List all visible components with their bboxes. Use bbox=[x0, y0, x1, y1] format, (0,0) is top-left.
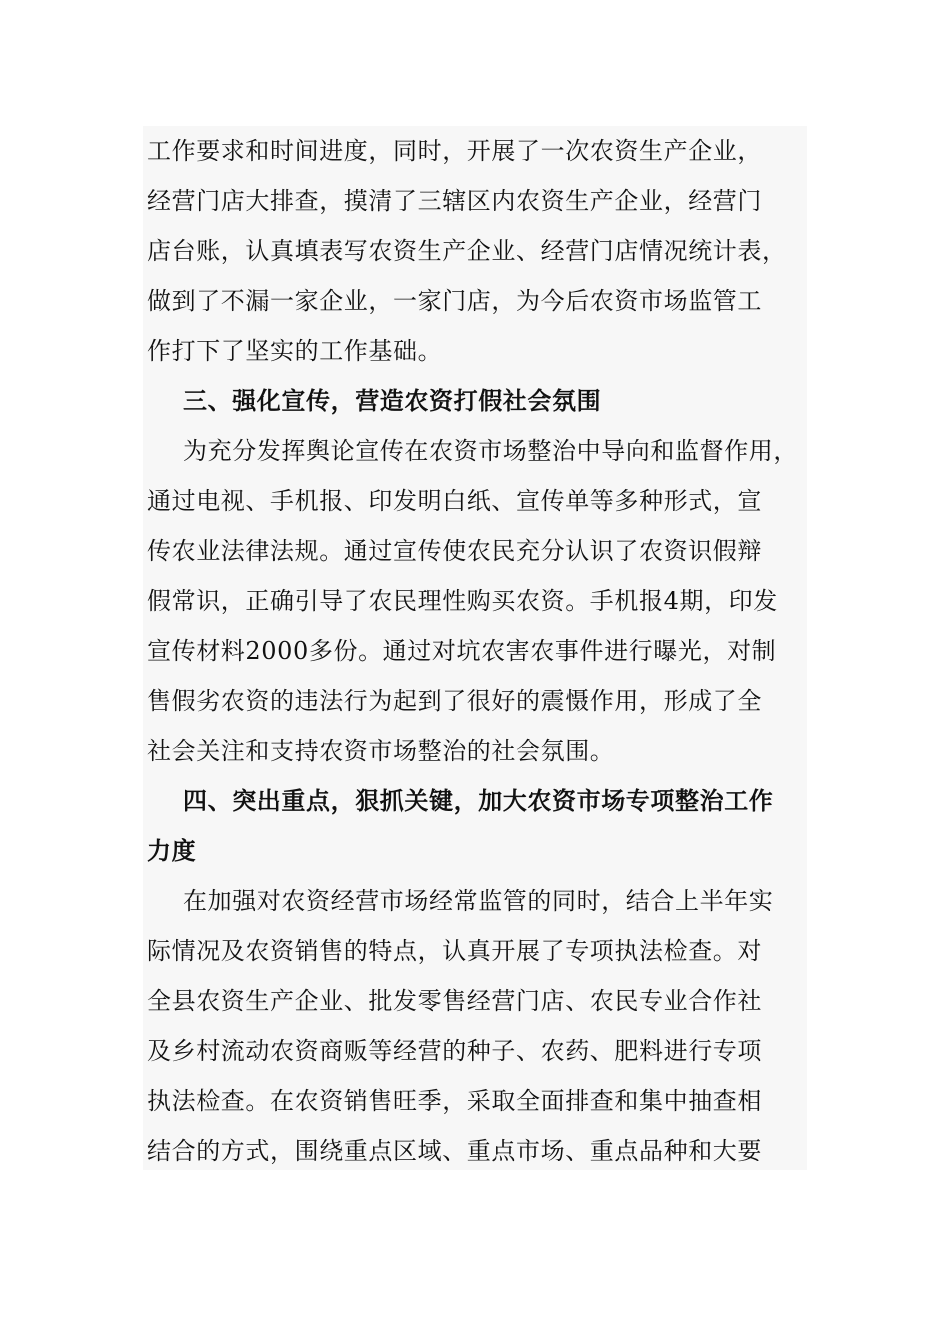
paragraph-line: 执法检查。在农资销售旺季，采取全面排查和集中抽查相 bbox=[147, 1087, 762, 1115]
paragraph-line: 及乡村流动农资商贩等经营的种子、农药、肥料进行专项 bbox=[147, 1037, 762, 1065]
section-heading: 四、突出重点，狠抓关键，加大农资市场专项整治工作 bbox=[183, 786, 774, 815]
paragraph-line: 做到了不漏一家企业，一家门店，为今后农资市场监管工 bbox=[147, 287, 762, 315]
paragraph-line: 店台账，认真填表写农资生产企业、经营门店情况统计表， bbox=[147, 237, 787, 265]
paragraph-line: 作打下了坚实的工作基础。 bbox=[147, 337, 443, 365]
document-text-block bbox=[143, 126, 807, 1170]
paragraph-line: 经营门店大排查，摸清了三辖区内农资生产企业，经营门 bbox=[147, 187, 762, 215]
paragraph-line: 售假劣农资的违法行为起到了很好的震慑作用，形成了全 bbox=[147, 687, 762, 715]
paragraph-line: 传农业法律法规。通过宣传使农民充分认识了农资识假辩 bbox=[147, 537, 762, 565]
paragraph-line: 宣传材料2000多份。通过对坑农害农事件进行曝光，对制 bbox=[147, 637, 777, 665]
section-heading-continued: 力度 bbox=[147, 836, 197, 865]
paragraph-line: 在加强对农资经营市场经常监管的同时，结合上半年实 bbox=[183, 887, 774, 915]
paragraph-line: 全县农资生产企业、批发零售经营门店、农民专业合作社 bbox=[147, 987, 762, 1015]
paragraph-line: 社会关注和支持农资市场整治的社会氛围。 bbox=[147, 737, 615, 765]
paragraph-line: 为充分发挥舆论宣传在农资市场整治中导向和监督作用， bbox=[183, 437, 798, 465]
paragraph-line: 假常识，正确引导了农民理性购买农资。手机报4期，印发 bbox=[147, 587, 778, 615]
paragraph-line: 通过电视、手机报、印发明白纸、宣传单等多种形式，宣 bbox=[147, 487, 762, 515]
paragraph-line: 工作要求和时间进度，同时，开展了一次农资生产企业， bbox=[147, 137, 762, 165]
section-heading: 三、强化宣传，营造农资打假社会氛围 bbox=[183, 386, 602, 415]
paragraph-line: 结合的方式，围绕重点区域、重点市场、重点品种和大要 bbox=[147, 1137, 762, 1165]
paragraph-line: 际情况及农资销售的特点，认真开展了专项执法检查。对 bbox=[147, 937, 762, 965]
